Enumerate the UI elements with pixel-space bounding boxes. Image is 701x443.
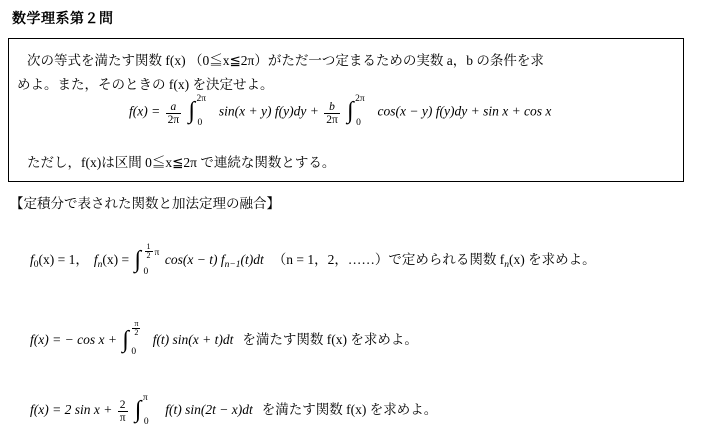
- fraction-denominator: 2: [132, 328, 140, 337]
- q1-tail-end: (x) を求めよ。: [509, 252, 596, 267]
- q3-integrand: f(t) sin(2t − x)dt: [165, 402, 253, 417]
- integral-lower-limit: 0: [356, 118, 361, 129]
- q2-integrand: f(t) sin(x + t)dt: [152, 332, 234, 347]
- upper-limit-fraction: [132, 320, 140, 338]
- q1-subscript-n: n: [97, 259, 103, 270]
- section-heading: 【定積分で表された関数と加法定理の融合】: [10, 196, 280, 211]
- integral-lower-limit: 0: [197, 118, 203, 129]
- problem-box: [8, 38, 684, 182]
- formula-lhs: f(x) =: [129, 103, 161, 119]
- fraction-denominator: 2π: [167, 114, 180, 127]
- q3-fraction-2-over-pi: [118, 399, 128, 424]
- q3-integral-sign: [134, 392, 161, 427]
- integral-glyph: ∫: [122, 326, 129, 353]
- fraction-numerator: π: [134, 318, 139, 328]
- problem-line-1: 次の等式を満たす関数 f(x) （0≦x≦2π）がただ一つ定まるための実数 a，b の条件を求: [27, 53, 544, 68]
- integral-glyph: ∫: [188, 98, 196, 125]
- integral-2-body: cos(x − y) f(y)dy + sin x + cos x: [377, 103, 552, 119]
- integral-glyph: ∫: [134, 396, 142, 423]
- q1-fn-symbol: f: [93, 252, 98, 267]
- integral-lower-limit: 0: [143, 266, 149, 277]
- q1-integrand: cos(x − t) f: [164, 252, 225, 267]
- question-2: [30, 318, 418, 357]
- question-1: [30, 241, 596, 277]
- integral-upper-limit: [130, 320, 142, 338]
- q3-tail: を満たす関数 f(x) を求めよ。: [261, 402, 438, 417]
- integral-lower-limit: 0: [131, 346, 137, 357]
- fraction-denominator: π: [119, 412, 126, 425]
- q1-integral-sign: [134, 241, 161, 277]
- q1-tail-subscript: n: [504, 259, 509, 270]
- problem-line-3: ただし，f(x)は区間 0≦x≦2π で連続な関数とする。: [27, 155, 336, 170]
- page-title: 数学理系第２問: [12, 12, 114, 27]
- integral-upper-limit: 2π: [355, 94, 365, 105]
- fraction-numerator: b: [329, 101, 335, 113]
- integral-glyph: ∫: [134, 246, 142, 273]
- formula-fraction-a-over-2pi: [166, 101, 182, 126]
- q2-lhs: f(x) = − cos x +: [30, 332, 117, 347]
- question-3: [30, 392, 438, 427]
- q1-tail: （n = 1，2，……）で定められる関数 f: [272, 252, 505, 267]
- fraction-denominator: 2π: [326, 114, 338, 127]
- q1-f-symbol: f: [30, 252, 34, 267]
- fraction-numerator: a: [170, 101, 177, 113]
- q1-part-b: (x) =: [102, 252, 130, 267]
- upper-limit-fraction: [145, 243, 153, 261]
- q1-integrand-tail: (t)dt: [240, 252, 264, 267]
- problem-line-2: めよ。また，そのときの f(x) を決定せよ。: [17, 77, 274, 92]
- q2-tail: を満たす関数 f(x) を求めよ。: [242, 332, 418, 347]
- integral-glyph: ∫: [347, 98, 354, 125]
- integral-1-body: sin(x + y) f(y)dy +: [218, 103, 319, 119]
- fraction-numerator: 1: [146, 241, 151, 251]
- q1-part-a: (x) = 1，: [38, 252, 89, 267]
- q2-integral-sign: [122, 318, 148, 357]
- integral-sign-1: [188, 94, 215, 129]
- integral-upper-limit: [143, 243, 160, 261]
- integral-sign-2: [347, 94, 373, 129]
- q1-subscript-n-minus-1: n−1: [224, 259, 241, 270]
- upper-limit-pi: π: [154, 247, 160, 258]
- main-formula: [129, 94, 552, 129]
- fraction-numerator: 2: [119, 399, 126, 412]
- q3-lhs: f(x) = 2 sin x +: [30, 402, 113, 417]
- integral-upper-limit: π: [142, 392, 148, 403]
- formula-fraction-b-over-2pi: [324, 101, 340, 126]
- integral-upper-limit: 2π: [196, 94, 207, 105]
- q1-subscript-0: 0: [33, 259, 39, 270]
- integral-lower-limit: 0: [143, 416, 149, 427]
- fraction-denominator: 2: [146, 250, 151, 260]
